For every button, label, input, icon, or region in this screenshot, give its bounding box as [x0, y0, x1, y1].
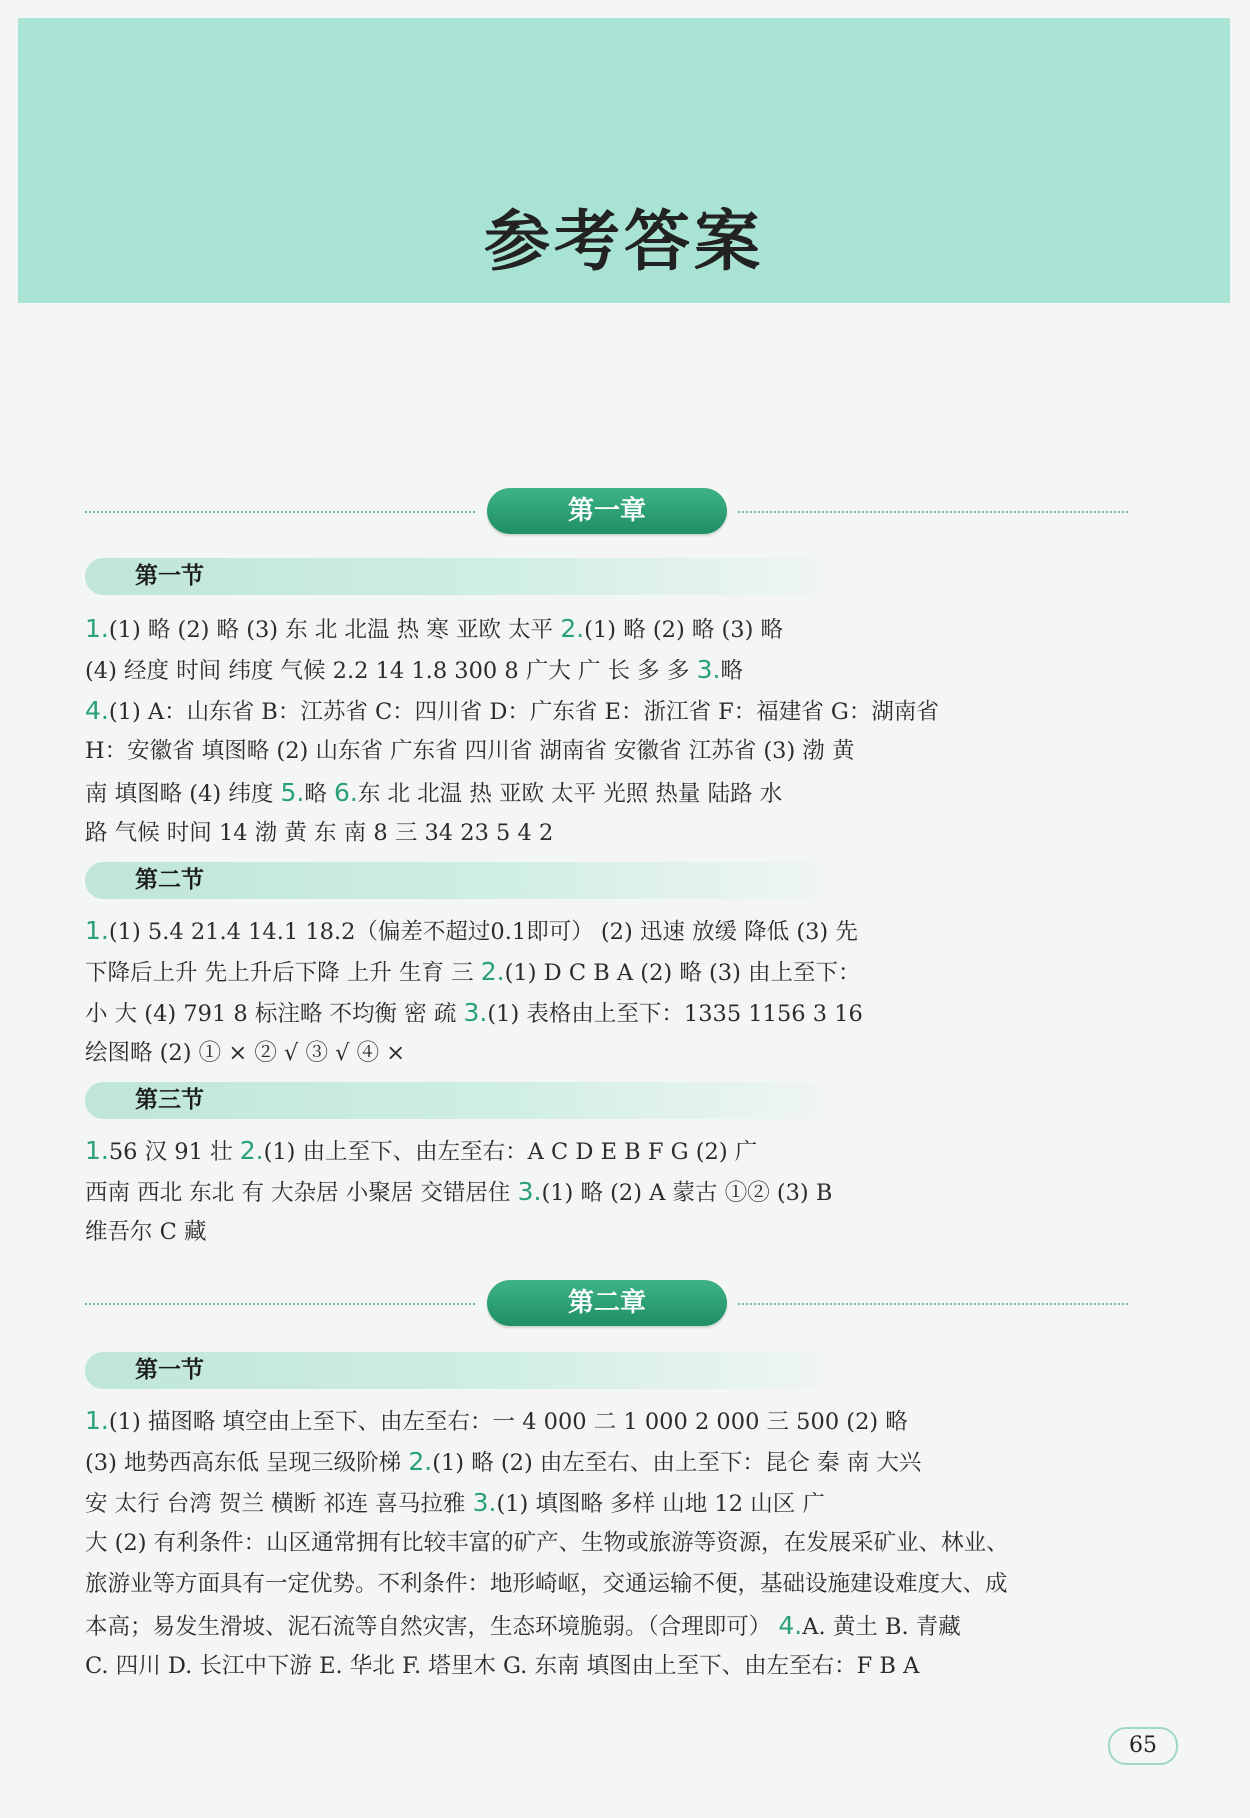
answer-text: (1) 由上至下、由左至右：A C D E B F G (2) 广 — [263, 1139, 758, 1165]
chapter-title: 第一章 — [487, 488, 727, 534]
answer-line — [85, 649, 1130, 690]
page-number: 65 — [1108, 1727, 1178, 1765]
answer-line — [85, 1130, 1130, 1171]
answer-line — [85, 1605, 1130, 1646]
question-number: 2. — [480, 957, 505, 986]
answer-text: (1) 表格由上至下：1335 1156 3 16 — [487, 1001, 863, 1027]
question-number: 3. — [463, 998, 488, 1027]
divider-left — [85, 511, 475, 513]
answer-text: (1) 描图略 填空由上至下、由左至右：一 4 000 二 1 000 2 000 三 500 (2) 略 — [108, 1409, 908, 1435]
section-title: 第三节 — [135, 1087, 204, 1113]
divider-right — [738, 1303, 1128, 1305]
answer-text: 绘图略 (2) ① × ② √ ③ √ ④ × — [85, 1040, 406, 1066]
question-number: 1. — [85, 614, 109, 643]
answer-text: 大 (2) 有利条件：山区通常拥有比较丰富的矿产、生物或旅游等资源，在发展采矿业、林业、 — [85, 1530, 1009, 1556]
question-number: 4. — [778, 1611, 803, 1640]
section-header — [85, 862, 825, 899]
answer-text: 本高；易发生滑坡、泥石流等自然灾害，生态环境脆弱。（合理即可） — [85, 1614, 779, 1640]
answer-text: (4) 经度 时间 纬度 气候 2.2 14 1.8 300 8 广大 广 长 多 多 — [85, 658, 697, 684]
answer-line — [85, 910, 1130, 951]
answer-text: (1) 略 (2) A 蒙古 ①② (3) B — [541, 1180, 833, 1206]
divider-left — [85, 1303, 475, 1305]
answer-text: (3) 地势西高东低 呈现三级阶梯 — [85, 1450, 409, 1476]
question-number: 1. — [85, 1136, 109, 1165]
question-number: 1. — [85, 1406, 109, 1435]
section-header — [85, 1082, 825, 1119]
answer-line — [85, 1482, 1130, 1523]
answer-text: (1) 略 (2) 略 (3) 略 — [584, 617, 784, 643]
answer-text: (1) 5.4 21.4 14.1 18.2（偏差不超过0.1即可） (2) 迅速 放缓 降低 (3) 先 — [108, 919, 858, 945]
answer-text: 略 — [304, 781, 334, 807]
answer-line — [85, 1171, 1130, 1212]
answer-line — [85, 1441, 1130, 1482]
answer-line — [85, 1523, 1130, 1564]
chapter-title: 第二章 — [487, 1280, 727, 1326]
answer-text: C. 四川 D. 长江中下游 E. 华北 F. 塔里木 G. 东南 填图由上至下、由左至右：F B A — [85, 1653, 920, 1679]
answer-line — [85, 772, 1130, 813]
chapter-header-1 — [85, 488, 1128, 536]
answer-line — [85, 992, 1130, 1033]
answer-line — [85, 690, 1130, 731]
answer-text: 下降后上升 先上升后下降 上升 生育 三 — [85, 960, 481, 986]
question-number: 2. — [408, 1447, 433, 1476]
answer-text: 56 汉 91 壮 — [108, 1139, 240, 1165]
answer-line — [85, 1212, 1130, 1253]
answer-text: A. 黄土 B. 青藏 — [802, 1614, 961, 1640]
answer-text: H：安徽省 填图略 (2) 山东省 广东省 四川省 湖南省 安徽省 江苏省 (3) 渤 黄 — [85, 738, 855, 764]
answer-block — [85, 1400, 1130, 1687]
section-title: 第一节 — [135, 563, 204, 589]
section-header — [85, 558, 825, 595]
answer-text: (1) D C B A (2) 略 (3) 由上至下： — [504, 960, 861, 986]
answer-line — [85, 951, 1130, 992]
page-title: 参考答案 — [484, 203, 764, 280]
answer-text: 维吾尔 C 藏 — [85, 1219, 207, 1245]
answer-line — [85, 1646, 1130, 1687]
answer-text: (1) 填图略 多样 山地 12 山区 广 — [496, 1491, 825, 1517]
answer-text: (1) 略 (2) 由左至右、由上至下：昆仑 秦 南 大兴 — [432, 1450, 922, 1476]
answer-line — [85, 1564, 1130, 1605]
answer-line — [85, 1400, 1130, 1441]
question-number: 3. — [517, 1177, 542, 1206]
question-number: 2. — [560, 614, 585, 643]
answer-line — [85, 731, 1130, 772]
divider-right — [738, 511, 1128, 513]
answer-text: 旅游业等方面具有一定优势。不利条件：地形崎岖，交通运输不便，基础设施建设难度大、成 — [85, 1571, 1008, 1597]
question-number: 4. — [85, 696, 109, 725]
answer-block — [85, 608, 1130, 854]
answer-line — [85, 813, 1130, 854]
section-header — [85, 1352, 825, 1389]
question-number: 1. — [85, 916, 109, 945]
answer-text: 西南 西北 东北 有 大杂居 小聚居 交错居住 — [85, 1180, 518, 1206]
answer-text: 小 大 (4) 791 8 标注略 不均衡 密 疏 — [85, 1001, 464, 1027]
question-number: 3. — [696, 655, 721, 684]
header-banner — [18, 18, 1230, 303]
answer-block — [85, 910, 1130, 1074]
question-number: 5. — [280, 778, 305, 807]
question-number: 3. — [472, 1488, 497, 1517]
chapter-header-2 — [85, 1280, 1128, 1328]
answer-text: (1) A：山东省 B：江苏省 C：四川省 D：广东省 E：浙江省 F：福建省 G：湖南省 — [108, 699, 939, 725]
answer-text: (1) 略 (2) 略 (3) 东 北 北温 热 寒 亚欧 太平 — [108, 617, 561, 643]
section-title: 第二节 — [135, 867, 204, 893]
answer-text: 东 北 北温 热 亚欧 太平 光照 热量 陆路 水 — [357, 781, 783, 807]
answer-text: 安 太行 台湾 贺兰 横断 祁连 喜马拉雅 — [85, 1491, 473, 1517]
question-number: 2. — [239, 1136, 264, 1165]
question-number: 6. — [334, 778, 358, 807]
answer-text: 南 填图略 (4) 纬度 — [85, 781, 281, 807]
answer-text: 略 — [720, 658, 743, 684]
answer-line — [85, 1033, 1130, 1074]
answer-block — [85, 1130, 1130, 1253]
answer-text: 路 气候 时间 14 渤 黄 东 南 8 三 34 23 5 4 2 — [85, 820, 554, 846]
section-title: 第一节 — [135, 1357, 204, 1383]
answer-line — [85, 608, 1130, 649]
